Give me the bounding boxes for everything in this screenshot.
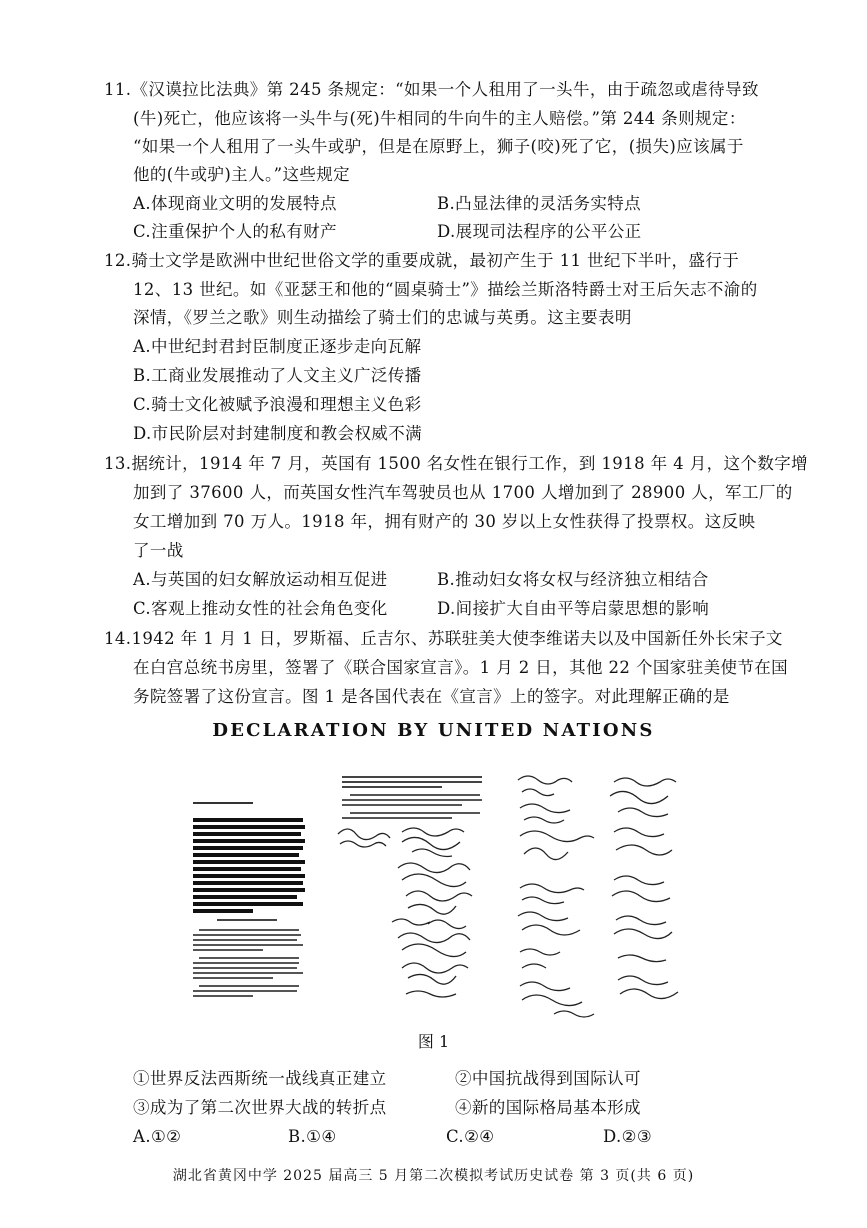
q14-stem-line-2: 在白宫总统书房里，签署了《联合国家宣言》。1 月 2 日，其他 22 个国家驻美使节在国 bbox=[133, 658, 789, 677]
q12-option-b: B.工商业发展推动了人文主义广泛传播 bbox=[133, 366, 422, 385]
q11-option-a: A.体现商业文明的发展特点 bbox=[133, 194, 337, 213]
q14-option-b: B.①④ bbox=[288, 1127, 337, 1146]
q12-stem-line-1: 12.骑士文学是欧洲中世纪世俗文学的重要成就，最初产生于 11 世纪下半叶，盛行于 bbox=[104, 251, 740, 270]
q13-option-a: A.与英国的妇女解放运动相互促进 bbox=[133, 570, 388, 589]
q14-option-c: C.②④ bbox=[446, 1127, 495, 1146]
q14-stem-line-1: 14.1942 年 1 月 1 日，罗斯福、丘吉尔、苏联驻美大使李维诺夫以及中国新任外长宋子文 bbox=[104, 629, 783, 648]
q13-option-c: C.客观上推动女性的社会角色变化 bbox=[133, 599, 388, 618]
declaration-page-2-image bbox=[332, 772, 496, 1008]
q12-option-a: A.中世纪封君封臣制度正逐步走向瓦解 bbox=[133, 337, 422, 356]
page-footer: 湖北省黄冈中学 2025 届高三 5 月第二次模拟考试历史试卷 第 3 页(共 6 页) bbox=[172, 1168, 695, 1184]
q12-stem-line-2: 12、13 世纪。如《亚瑟王和他的“圆桌骑士”》描绘兰斯洛特爵士对王后矢志不渝的 bbox=[133, 280, 758, 299]
q14-stem-line-3: 务院签署了这份宣言。图 1 是各国代表在《宣言》上的签字。对此理解正确的是 bbox=[133, 687, 730, 706]
q11-stem-line-3: “如果一个人租用了一头牛或驴，但是在原野上，狮子(咬)死了它，(损失)应该属于 bbox=[133, 137, 744, 156]
q13-option-b: B.推动妇女将女权与经济独立相结合 bbox=[437, 570, 709, 589]
q13-stem-line-3: 女工增加到 70 万人。1918 年，拥有财产的 30 岁以上女性获得了投票权。这反映 bbox=[133, 512, 756, 531]
q14-statement-1: ①世界反法西斯统一战线真正建立 bbox=[133, 1069, 387, 1088]
q14-option-a: A.①② bbox=[133, 1127, 182, 1146]
q14-statement-2: ②中国抗战得到国际认可 bbox=[455, 1069, 641, 1088]
declaration-page-3-image bbox=[514, 770, 690, 1022]
q11-option-c: C.注重保护个人的私有财产 bbox=[133, 222, 337, 241]
q14-option-d: D.②③ bbox=[603, 1127, 653, 1146]
q13-option-d: D.间接扩大自由平等启蒙思想的影响 bbox=[437, 599, 710, 618]
q14-statement-4: ④新的国际格局基本形成 bbox=[455, 1098, 641, 1117]
q11-stem-line-2: (牛)死亡，他应该将一头牛与(死)牛相同的牛向牛的主人赔偿。”第 244 条则规定： bbox=[133, 109, 746, 128]
q12-option-c: C.骑士文化被赋予浪漫和理想主义色彩 bbox=[133, 395, 422, 414]
q13-stem-line-1: 13.据统计，1914 年 7 月，英国有 1500 名女性在银行工作，到 1918 年 4 月，这个数字增 bbox=[104, 454, 809, 473]
q11-option-b: B.凸显法律的灵活务实特点 bbox=[437, 194, 642, 213]
q12-option-d: D.市民阶层对封建制度和教会权威不满 bbox=[133, 424, 423, 443]
q14-statement-3: ③成为了第二次世界大战的转折点 bbox=[133, 1098, 387, 1117]
declaration-page-1-image bbox=[187, 788, 315, 1004]
q13-stem-line-4: 了一战 bbox=[133, 541, 184, 560]
q13-stem-line-2: 加到了 37600 人，而英国女性汽车驾驶员也从 1700 人增加到了 28900 人，军工厂的 bbox=[133, 483, 793, 502]
q11-stem-line-4: 他的(牛或驴)主人。”这些规定 bbox=[133, 165, 351, 184]
q11-stem-line-1: 11.《汉谟拉比法典》第 245 条规定：“如果一个人租用了一头牛，由于疏忽或虐待导致 bbox=[104, 80, 759, 99]
q11-option-d: D.展现司法程序的公平公正 bbox=[437, 222, 642, 241]
figure-title: DECLARATION BY UNITED NATIONS bbox=[212, 720, 655, 741]
figure-caption: 图 1 bbox=[417, 1032, 450, 1051]
q12-stem-line-3: 深情，《罗兰之歌》则生动描绘了骑士们的忠诚与英勇。这主要表明 bbox=[133, 308, 632, 327]
